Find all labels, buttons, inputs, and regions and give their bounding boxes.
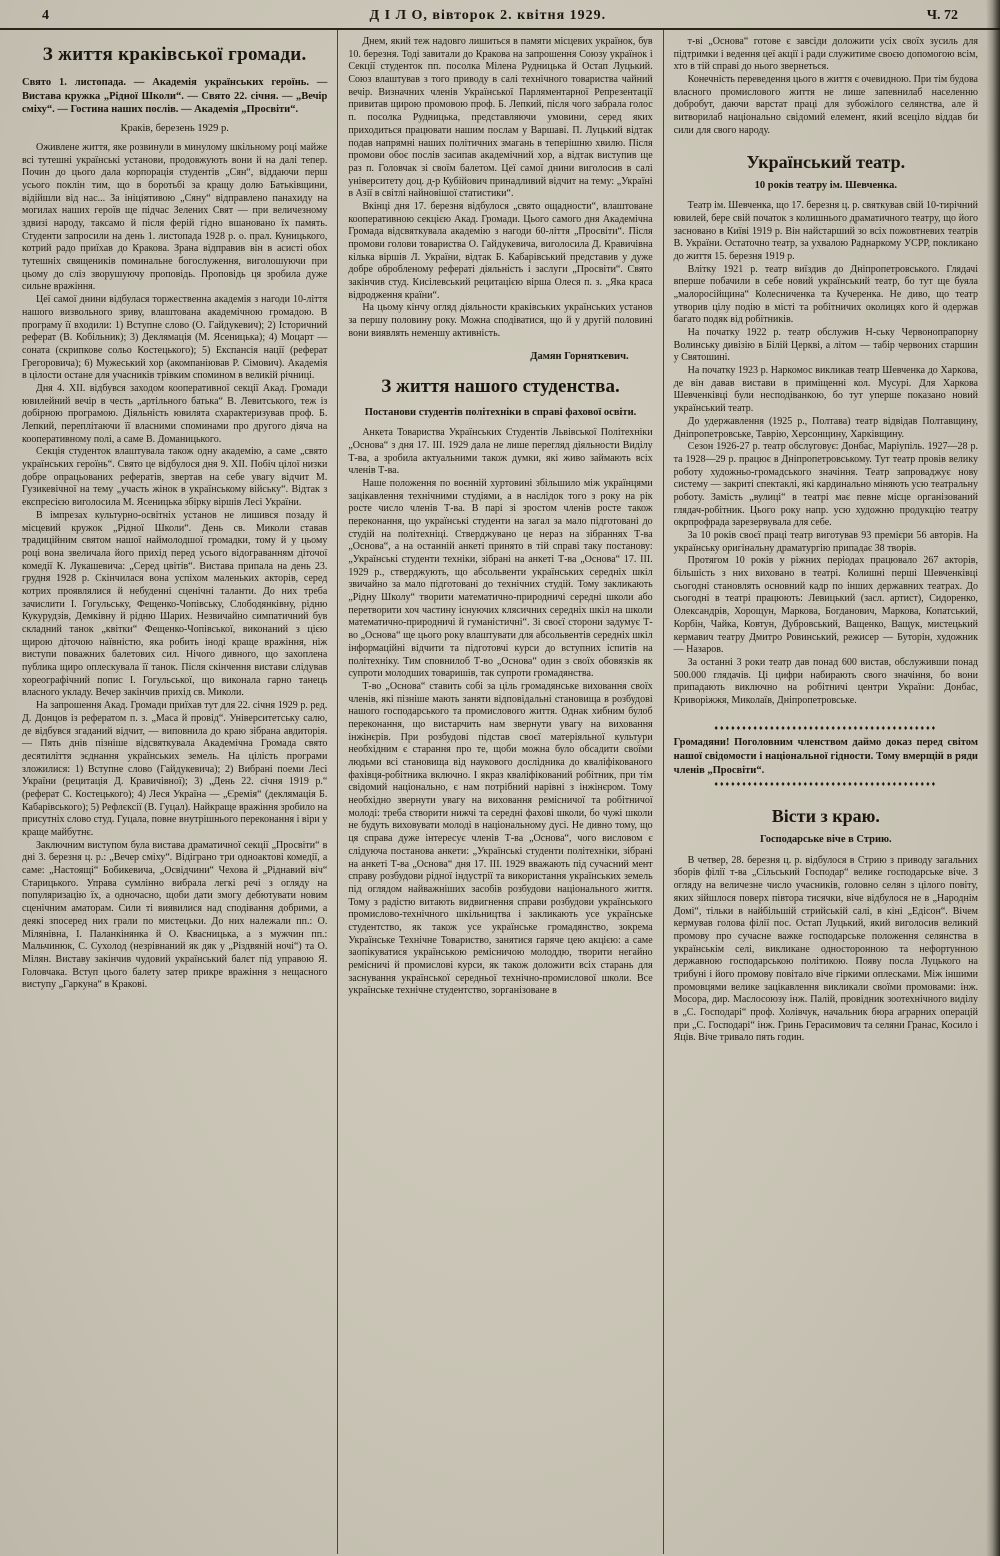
paragraph: Цеї самої днини відбулася торжественна академія з нагоди 10-ліття нашого визвольного зриву, влаштована академічною громадою. В програму її входили: 1) Вступне слово (О. Гайдукевич); 2) Історичний реферат (В. Кобільник); 3) Деклямація (М. Ясеницька); 4) Моцарт — соната (скрипкове сольо Костецького); 5) Експансія нації (реферат Грегоровича); 6) Мужеський хор (акомпаніював Р. Сімович). Академія в цілости остане для учасників трівким спомином в великій річниці. [22,294,328,382]
paragraph: Заключним виступом була вистава драматичної секції „Просвіти“ в дні 3. березня ц. р.: „Вечер сміху“. Відіграно три одноактові комедії, а саме: „Настоящі“ Бобикевича, „Освідчини“ Чехова й „Ріднавий віч“ Старицького. Управа сумлінно вибрала легкі речі з огляду на популяризацію їх, а одночасно, щоби дати змогу дебютувати новим сценічним аматорам. Сили ті виявилися над сподівання добрими, а деякі зпосеред них грали по мистецьки. До них належали пп.: О. Мілянівна, І. Паланкінянка й О. Квасницька, а з мужчин пп.: Мальчинюк, С. Сухолод (незрівнаний як дяк у „Різдвяній ночі“) та О. Мілян. Виставу закінчив чудовий український балєт під управою Я. Головчака. Вступ цього балету затер прикре вражіння з нещасного виступу „Гаркуна“ в Кракові. [22,839,328,991]
notice-text: Громадяни! Поголовним членством даймо доказ перед світом нашої свідомости і національної гідности. Тому вмерщій в ряди членів „Просвіти“. [673,737,978,776]
paragraph: Протягом 10 років у ріжних періодах працювало 267 акторів, більшість з них виховано в театрі. Колишні перші Шевченківці сьогодні становлять основний кадр по інших державних театрах. До сьогодні в театрі працюють: Левицький (засл. артист), Сидоренко, Олександрів, Хорощун, Маркова, Богданович, Маркова, Копатський, Корбін, Чайка, Ковтун, Дубровський, Ващенко, Ващук, мистецький кермавич театру Дмитро Ровинський, режисер — Буторін, художник — Назаров. [673,555,978,656]
paragraph: Днем, який теж надовго лишиться в памяти місцевих українок, був 10. березня. Тоді завитали до Кракова на запрошення Союзу українок і Секції студенток пп. посолка Мілена Рудницька й Остап Луцький. Союз влаштував з того приводу в салі технічного товариства чайний вечір. Визначних членів Української Парляментарної Репрезентації привитав щирою промовою проф. Б. Лепкий, після чого забрала голос п. посолка Рудницька, представляючи умовини, серед яких приходиться працювати нашим послам у Варшаві. П. Луцький відтак подав напрямні наших політичних змагань в теперішню хвилю. Після промови обоє послів засипав академічний хор, а відтак виступив ще раз п. Головчак зі своїм балетом. Цеї самої днини виголосив в салі університету доц. д-р Кубійович принадливий відчит на тему: „Україні в Азії в світлі найновішої статистики“. [348,36,653,200]
paragraph: На цьому кінчу огляд діяльности краківських українських установ за першу половину року. Можна сподіватися, що й у другій половині вони виявлять неменшу активність. [348,302,653,339]
notice-prosvita [674,722,978,793]
article-krakiv-continuation [348,36,652,341]
article-teatr-body [674,200,978,708]
paragraph: Секція студенток влаштувала також одну академію, а саме „свято українських героїнь“. Свято це відбулося дня 9. XII. Побіч цілої низки добре опрацьованих рефератів, звертав на себе увагу відчит М. Гузикевічної на тему „участь жінок в українському війську“. Відтак з експресією виголосила М. Ясеницька збірку віршів Лесі України. [22,446,328,509]
paragraph: Т-во „Основа“ ставить собі за ціль громадянське виховання своїх членів, які пізніше мають заняти відповідальні становища в розбудові нашого господарського та промислового життя. Однак хибним булоб переконання, що вистарчить нам звернути увагу на виховання інжінєрів. При розбудові підстав своєї матеріяльної культури необхідним є старання про те, щоби можна було обсадити своїми людьми всі становища від наукового дослідника до кваліфікованого фахівця-робітника включно. І якраз кваліфікований робітник, при тім свідомий національно, є нам потрібний нарівні з інжінєром. Тому необхідно звернути увагу на виховання ремісничої та робітничої молоді: треба створити нижчі та середні фахові школи, бо чужі школи не будуть виховувати молоді в національному дусі. Не дивно тому, що ця справа дуже інтересує членів Т-ва „Основа“, чого висловом є слідуюча постанова анкети: „Українські студенти політехніки, зібрані на анкеті Т-ва „Основа“ дня 17. ІІІ. 1929 вважають під сучасний мент справу розбудови рідної індустрії та використання українських земель під оглядом найважніших засобів розбудови національного життя. Тому з радістю витають видвигнення справи розбудови українського промислово-технічного шкільництва і закликають усе українське студентство, як також усе українське громадянство, зокрема Українське Технічне Товариство, занятися гаряче цею акцією: а саме заопікуватися українською ремісничою молоддю, творити негайно ремісничі й промислові курси, як також доложити всіх старань для заснування української середньої технічно-промислової школи. Все українське технічне студентство, зорганізоване в [348,680,653,997]
paragraph: Дня 4. XII. відбувся заходом кооперативної секції Акад. Громади ювилейний вечір в честь „артільного батька“ В. Левитського, теж із добірною програмою. Діяльність ювилята схарактеризував проф. Б. Лепкий, переплітаючи її власними споминами про другого діяча на кооперативному полі, а саме В. Доманицького. [22,382,328,445]
paragraph: До удержавлення (1925 р., Полтава) театр відвідав Полтавщину, Дніпропетровське, Таврію, Херсонщину, Харківщину. [673,415,978,440]
paragraph: Наше положення по воєнній хуртовині збільшило між українцями зацікавлення технічними студіями, а в наслідок того з року на рік росте число членів Т-ва. В парі зі зростом членів росте також переконання, що українські студенти на загал за мало підготовані до студій на політехніці. Стверджувано це нераз на зібраннях Т-ва „Основа“, а на останній анкеті принято в тій справі таку постанову: „Українські студенти техніки, зібрані на анкеті Т-ва „Основа“ 17. ІІІ. 1929 р., стверджують, що абсольвенти українських середніх шкіл звичайно за мало підготовані до технічних студій. Тому закликають „Рідну Школу“ творити математично-природничі середні школи або перетворити хоч частину існуючих клясичних середніх шкіл на школи математично-природничі й гуманістичні“. Зі своєї сторони задумує Т-во „Основа“ ще цього року влаштувати для абсольвентів середніх шкіл інформаційні відчити та підготовчі курси до вступних іспитів на політехніку. Тим сповнилоб Т-во „Основа“ один з своїх обовязків як супроти молодших товаришів, так супроти громадянства. [348,477,653,680]
article-teatr-headline: Український театр. [746,151,906,172]
column-right [663,30,988,1554]
paragraph: За 10 років своєї праці театр виготував 93 премієри 56 авторів. На українську оригінальну драматургію припадає 38 творів. [673,530,978,554]
column-center [337,30,662,1554]
paragraph: Вкінці дня 17. березня відбулося „свято ощадности“, влаштоване кооперативною секцією Акад. Громади. Цього самого дня Академічна Громада відсвяткувала академію з нагоди 60-ліття „Просвіти“. Після промови голови товариства О. Гайдукевича, виголосила Д. Кравичівна кілька віршів Л. України, відтак Б. Кабарівський представив у дуже добре обробленому рефераті діяльність і заслуги „Просвіти“. Свято закінчив студ. Кисілевський рецитацією вірша Олеся п. з. „Яка краса відродження країни“. [348,200,653,301]
paragraph: Анкета Товариства Українських Студентів Львівської Політехніки „Основа“ з дня 17. ІІІ. 1929 дала не лише перегляд діяльности Виділу Т-ва, а зробила актуальними також думки, які живо займають всіх членів Т-ва. [348,427,653,477]
article-students-body [348,427,652,998]
paragraph: На запрошення Акад. Громади приїхав тут для 22. січня 1929 р. ред. Д. Донцов із рефератом п. з. „Маса й провід“. Університетську салю, де відбувся згаданий відчит, — виповнила до краю зібрана авдиторія. — Пять днів пізніше відсвяткувала Академічна Громада свято десятиліття зєднання українських земель. На цілість програми зложилися: 1) Вступне слово (Гайдукевича); 2) Вибрані поеми Лесі України (рецитація Д. Кравичівної); 3) „День 22. січня 1919 р.“ (реферат С. Костецького); 4) Леся Україна — „Єремія“ (деклямація Б. Кабарівського); 5) Рефлєксії (В. Гуцал). Найкраще вражіння зробило на присутніх слово студ. Гуцала, повне внутрішнього переконання і віри у краще майбутнє. [22,700,328,839]
paragraph: Влітку 1921 р. театр виїздив до Дніпропетровського. Глядачі вперше побачили в себе новий український театр, бо тут ще буяла „малоросійщина“ Колесниченка та Кучеренка. Не диво, що театр утворив цілу подію в місті та робітничих околицях кого й одержав багато подяк від робітників. [673,263,978,326]
paragraph: Оживлене життя, яке розвинули в минулому шкільному році майже всі тутешні українські установи, продовжують вони й на далі тепер. Почин до цього дала корпорація студентів „Сян“, віддаючи перш усього поклін тим, що в боротьбі за кращу долю Батьківщини, відійшли від нас... За ініціятивою „Сяну“ відправлено панахиду на могилах наших героїв ще підчас Зелених Свят — при величезному здвизі народу, таксамо й після ферій гідно вшановано їх память. Студенти запросили на день 1. листопада 1928 р. о. прал. Куницького, котрий радо приїхав до Кракова. Зрана відправив він в асисті обох тутешніх священиків поминальне богослуження, виголошуючи при цьому до сліз зворушуючу проповідь. Проповідь ця зробила дуже сильне вражіння. [22,141,328,293]
paragraph: На початку 1922 р. театр обслужив Н-ську Червонопрапорну Волинську дивізію в Білій Церкві, а літом — табір червоних старшин у Святошині. [673,327,978,364]
article-krakiv-headline: З життя краківської громади. [42,44,307,65]
diamond-ornament-bottom: ♦♦♦♦♦♦♦♦♦♦♦♦♦♦♦♦♦♦♦♦♦♦♦♦♦♦♦♦♦♦♦♦♦♦♦♦♦♦♦♦ [714,780,938,789]
column-left [12,30,337,1554]
article-krakiv-dateline: Краків, березень 1929 р. [120,122,229,134]
paragraph: Театр ім. Шевченка, що 17. березня ц. р. святкував свій 10-тирічний ювилей, бере свій початок з колишнього драматичного театру, що його засновано в Київі 1919 р. Він найстарший зо всіх пожовтневих театрів В. України. Остаточно театр, за ухвалою Раднаркому УСРР, покликано до життя 15. березня 1919 р. [673,200,978,262]
article-krakiv-body [22,142,327,992]
paragraph: На початку 1923 р. Наркомос викликав театр Шевченка до Харкова, де він давав вистави в приміщенні кол. Мусурі. Для Харкова Шевченківці були несподіванкою, бо тут уперше показано новий український театр. [673,365,978,415]
paragraph: т-ві „Основа“ готове є завсіди доложити усіх своїх зусиль для підтримки і ведення цеї акції і ради служитиме своєю допомогою всім, хто в тій справі до нього звернеться. [673,36,978,73]
article-students-subhead: Постанови студентів політехніки в справі фахової освіти. [364,406,637,418]
article-visty-subhead: Господарське віче в Стрию. [759,834,892,846]
article-krakiv-subhead: Свято 1. листопада. — Академія українських героїнь. — Вистава кружка „Рідної Школи“. — Свято 22. січня. — „Вечір сміху“. — Гостина наших послів. — Академія „Просвіти“. [22,77,328,116]
masthead-title: Д І Л О, вівторок 2. квітня 1929. [369,8,607,23]
masthead [0,0,1000,30]
article-students-headline: З життя нашого студенства. [381,375,620,397]
columns [0,30,1000,1554]
article-students-continuation [674,36,978,138]
article-krakiv-signature: Дамян Горняткевич. [530,350,629,362]
paragraph: В четвер, 28. березня ц. р. відбулося в Стрию з приводу загальних зборів філії т-ва „Сільський Господар“ велике господарське віче. З огляду на величезне число учасників, головно селян з цілого повіту, яких зійшлося поверх півтора тисячки, віче відбулося не в „Народнім Домі“, тільки в найбільшій стрийській салі, в кіні „Едісон“. Вічем кермував голова філії пос. Остап Луцький, який виголосив великий промову про сучасне важке господарське положення селянства в українськім селі, викликане односторонною та нефортунною державною господарською політикою. Появу посла Луцького на трибуні і його промову повітало віче гіркими оплесками. Між іншими промовцями велике зацікавлення викликали своїми промовами: інж. Мосора, дир. Маслосоюзу інж. Палій, провідник зоотехнічного виділу в „С. Господарі“ проф. Холівчук, начальник бюра аграрних операцій при „С. Господарі“ інж. Гринь Герасимович та селяни Гранас, Косило і Яців. Віче тривало пять годин. [673,854,978,1044]
paragraph: В імпрезах культурно-освітніх установ не лишився позаду й місцевий кружок „Рідної Школи“. День св. Миколи ставав традиційним святом нашої наймолодшої громадки, тому й у цьому році вона звеличала його прихід перед усього відограванням діточої комедії К. Лукашевича: „Серед цвітів“. Вистава припала на день 23. грудня 1928 р. Скінчилася вона успіхом маленьких акторів, серед котрих проявлялися й небуденні сценічні таланти. До них треба зачислити І. Гогульську, Фещенко-Чопівську, Слободянківну, рідню Кукурудзів, Демківну й рідню Шарих. Незвичайно симпатичний був складний танок „квітки“ Фещенко-Чопівської, виконаний з цією щирою діточою наївністю, яка робить іноді краще вражіння, ніж виступи поважних балетових сил. Нічого дивного, що захоплена публика щиро оплескувала її танок. Після скінчення вистави слідував хореографічний попис І. Гогульської, що виконала гарно танець власного укладу. Вечер закінчив прихід св. Миколи. [22,509,328,699]
article-visty-headline: Вісти з краю. [771,806,880,827]
page-number: 4 [42,8,49,23]
paragraph: Сезон 1926-27 р. театр обслуговує: Донбас, Маріупіль. 1927—28 р. та 1928—29 р. працює в Дніпропетровському. Тут театр провів велику роботу художньо-громадського значіння. Театр запроваджує нову систему — закриті спектаклі, які кардинально міняють усю театральну роботу. Замість „вулиці“ в театрі має певне місце організований глядач-робітник. Цього року напр. усю художню продукцію театру окрпрофрада зарезервувала для себе. [673,441,978,529]
diamond-ornament-top: ♦♦♦♦♦♦♦♦♦♦♦♦♦♦♦♦♦♦♦♦♦♦♦♦♦♦♦♦♦♦♦♦♦♦♦♦♦♦♦♦ [714,723,938,732]
article-visty-body [674,855,978,1045]
paragraph: Конечність переведення цього в життя є очевидною. При тім будова власного промислового життя не лише запевнилаб населенню добробут, даючи варстат праці для зубожілого селянства, але й витворилаб національно свідомий елемент, який всеціло віддав би сили для свого народу. [673,74,978,136]
article-teatr-subhead: 10 років театру ім. Шевченка. [754,179,897,191]
paragraph: За останні 3 роки театр дав понад 600 вистав, обслуживши понад 500.000 глядачів. Ці цифри набирають свого значіння, бо вони припадають виключно на робітничі центри України: Донбас, Криворіжжя, Миколаїв, Дніпропетровське. [673,656,978,706]
issue-number: Ч. 72 [926,8,958,23]
